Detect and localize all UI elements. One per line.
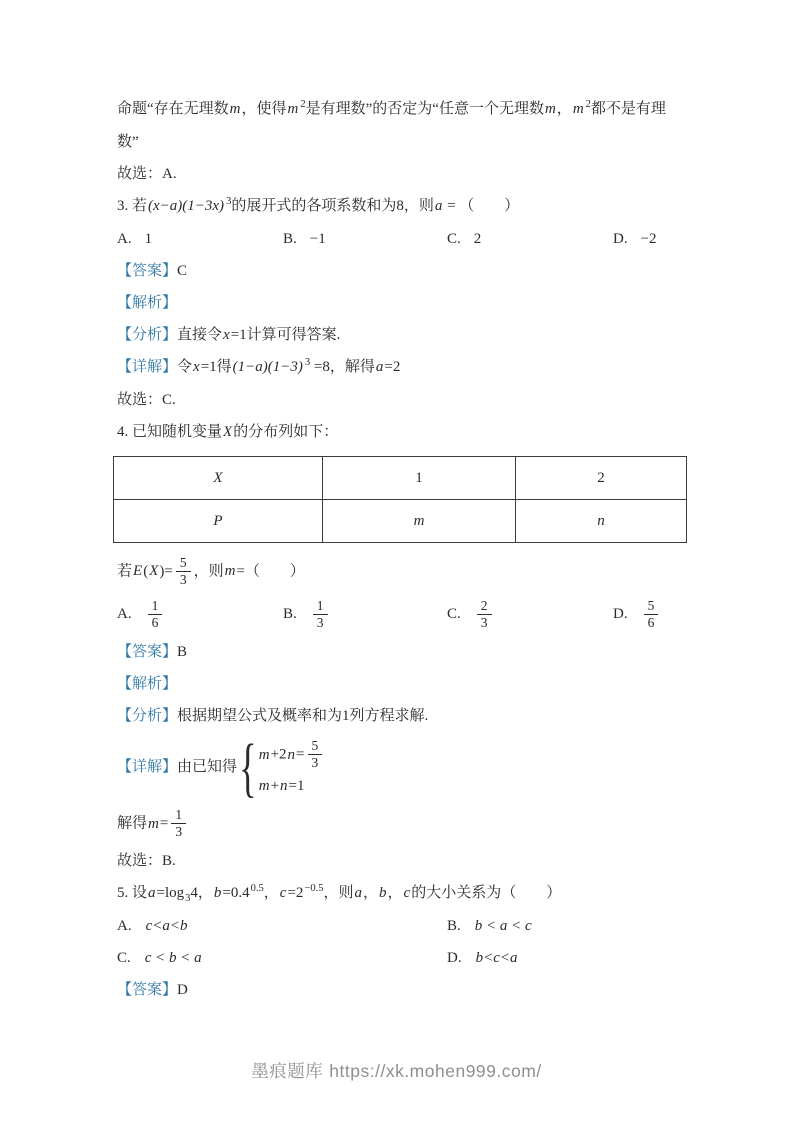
text-run: 5. 设 xyxy=(117,885,148,902)
table-row xyxy=(114,500,687,543)
text-run: 根据期望公式及概率和为1列方程求解. xyxy=(177,708,429,725)
superscript: 2 xyxy=(585,99,591,110)
text-line xyxy=(117,706,737,727)
table-cell-value: X xyxy=(213,469,223,486)
table-cell-value: P xyxy=(213,512,223,529)
text-line xyxy=(117,883,737,905)
text-run: =1得 xyxy=(200,359,232,375)
footer-url: https://xk.mohen999.com/ xyxy=(329,1061,542,1081)
math-run: b < a < c xyxy=(474,918,532,935)
fraction-denominator: 3 xyxy=(480,614,488,630)
math-fraction xyxy=(176,555,191,587)
math-run: c<a<b xyxy=(145,918,188,935)
fraction-numerator: 1 xyxy=(171,807,186,824)
text-run: 故选：C. xyxy=(117,392,176,408)
math-run: n xyxy=(280,778,288,795)
answer-label: 【详解】 xyxy=(117,359,178,375)
fraction-numerator: 1 xyxy=(313,598,328,615)
fraction-denominator: 3 xyxy=(179,571,187,587)
table-cell xyxy=(114,457,323,500)
text-run: =8，解得 xyxy=(310,359,375,375)
equation-system xyxy=(239,731,325,805)
footer-site-name: 墨痕题库 xyxy=(251,1061,324,1081)
answer-label: 【答案】 xyxy=(117,644,178,661)
option-letter: D. xyxy=(613,231,628,247)
option-letter: C. xyxy=(117,950,131,967)
table-cell-value: n xyxy=(597,512,605,529)
text-run: ( xyxy=(143,563,149,580)
text-run: = （ ） xyxy=(443,198,520,214)
fraction-denominator: 3 xyxy=(311,754,319,770)
math-run: a xyxy=(148,885,156,902)
option-item xyxy=(447,916,737,937)
text-run: ， xyxy=(556,101,572,117)
text-run: 的展开式的各项系数和为8，则 xyxy=(231,198,434,214)
math-run: a xyxy=(434,198,443,214)
math-run: E xyxy=(133,563,143,580)
text-run: 若 xyxy=(117,563,133,580)
math-run: x xyxy=(223,327,230,343)
superscript: 0.5 xyxy=(250,883,264,895)
text-line xyxy=(117,325,737,346)
fraction-numerator: 2 xyxy=(477,598,492,615)
text-line xyxy=(117,261,737,282)
table-cell xyxy=(323,457,516,500)
text-run: ， xyxy=(362,885,378,902)
options-row xyxy=(117,916,737,937)
text-run: ，则 xyxy=(193,563,224,580)
option-letter: A. xyxy=(117,606,132,623)
text-line xyxy=(117,731,737,805)
text-line xyxy=(117,422,737,443)
option-item xyxy=(447,229,613,250)
math-run: m xyxy=(258,778,270,795)
math-run: n xyxy=(287,746,296,763)
math-run: b xyxy=(213,885,222,902)
math-fraction xyxy=(171,807,186,839)
option-letter: D. xyxy=(613,606,628,623)
text-line xyxy=(117,808,737,840)
text-run: ，则 xyxy=(323,885,354,902)
option-item xyxy=(447,599,613,631)
text-run: D xyxy=(177,982,188,999)
table-row xyxy=(114,457,687,500)
answer-label: 【分析】 xyxy=(117,708,178,725)
table-cell xyxy=(323,500,516,543)
fraction-denominator: 3 xyxy=(316,614,324,630)
distribution-table-wrap xyxy=(113,456,737,543)
answer-label: 【解析】 xyxy=(117,295,178,311)
table-cell xyxy=(516,457,687,500)
system-brace-icon: { xyxy=(239,731,257,805)
text-run: 4， xyxy=(190,885,213,902)
fraction-denominator: 3 xyxy=(175,823,183,839)
option-item xyxy=(283,229,447,250)
text-run: C xyxy=(177,263,188,279)
text-run: =0.4 xyxy=(222,885,250,902)
math-run: m xyxy=(544,101,556,117)
option-letter: B. xyxy=(283,231,297,247)
fraction-numerator: 5 xyxy=(176,555,191,572)
text-run: +2 xyxy=(270,746,287,763)
answer-label: 【分析】 xyxy=(117,327,178,343)
option-letter: B. xyxy=(447,918,461,935)
text-run: = xyxy=(159,815,169,832)
math-run: m xyxy=(287,101,299,117)
answer-label: 【详解】 xyxy=(117,759,178,776)
math-fraction xyxy=(644,598,659,630)
superscript: 3 xyxy=(226,196,232,207)
superscript: −0.5 xyxy=(304,883,324,895)
text-run: =1计算可得答案. xyxy=(230,327,341,343)
answer-label: 【解析】 xyxy=(117,676,178,693)
fraction-numerator: 1 xyxy=(148,598,163,615)
text-run: B xyxy=(177,644,188,661)
subscript: 3 xyxy=(185,893,191,905)
text-run: 直接令 xyxy=(177,327,223,343)
answer-label: 【答案】 xyxy=(117,263,178,279)
text-line xyxy=(117,357,737,379)
option-letter: B. xyxy=(283,606,297,623)
text-line xyxy=(117,556,737,588)
text-line xyxy=(117,674,737,695)
distribution-table xyxy=(113,456,687,543)
text-line xyxy=(117,164,737,185)
option-letter: C. xyxy=(447,606,461,623)
option-item xyxy=(117,599,283,631)
text-run: 令 xyxy=(177,359,193,375)
text-run: 数” xyxy=(117,134,139,150)
math-run: c < b < a xyxy=(144,950,202,967)
text-line xyxy=(117,132,737,153)
text-run: 解得 xyxy=(117,815,148,832)
answer-label: 【答案】 xyxy=(117,982,178,999)
math-run: m xyxy=(229,101,241,117)
table-cell-value: 2 xyxy=(597,469,605,486)
math-run: m xyxy=(148,815,159,832)
math-run: m xyxy=(224,563,236,580)
table-cell-value: 1 xyxy=(415,469,423,486)
math-run: a xyxy=(354,885,362,902)
math-run: X xyxy=(223,424,233,440)
text-line xyxy=(117,99,737,121)
math-run: x xyxy=(193,359,200,375)
options-row xyxy=(117,599,737,631)
option-letter: A. xyxy=(117,231,132,247)
text-line xyxy=(117,642,737,663)
text-run: 故选：A. xyxy=(117,166,177,182)
text-run: ，使得 xyxy=(241,101,287,117)
text-run: −1 xyxy=(309,231,326,247)
superscript: 2 xyxy=(300,99,306,110)
options-row xyxy=(117,948,737,969)
option-letter: C. xyxy=(447,231,461,247)
text-run: 1 xyxy=(144,231,153,247)
option-item xyxy=(613,599,737,631)
math-run: b<c<a xyxy=(475,950,518,967)
text-run: =2 xyxy=(384,359,401,375)
option-letter: D. xyxy=(447,950,462,967)
text-run: =2 xyxy=(287,885,304,902)
text-run: 由已知得 xyxy=(177,759,238,776)
text-run: 都不是有理 xyxy=(590,101,666,117)
option-item xyxy=(447,948,737,969)
fraction-denominator: 6 xyxy=(151,614,159,630)
system-equation xyxy=(258,776,326,796)
text-line xyxy=(117,196,737,218)
math-run: m xyxy=(572,101,584,117)
text-line xyxy=(117,980,737,1001)
math-run: a xyxy=(375,359,384,375)
math-run: (1−a)(1−3) xyxy=(232,359,303,375)
text-run: −2 xyxy=(640,231,657,247)
math-fraction xyxy=(477,598,492,630)
option-item xyxy=(117,948,447,969)
table-cell xyxy=(516,500,687,543)
option-letter: A. xyxy=(117,918,132,935)
text-run: 的分布列如下： xyxy=(233,424,339,440)
text-run: 故选：B. xyxy=(117,853,176,870)
footer xyxy=(0,1058,793,1083)
text-run: 是有理数”的否定为“任意一个无理数 xyxy=(305,101,544,117)
option-item xyxy=(613,229,737,250)
text-run: + xyxy=(270,778,280,795)
text-run: 的大小关系为（ ） xyxy=(411,885,562,902)
math-run: m xyxy=(258,746,270,763)
fraction-denominator: 6 xyxy=(647,614,655,630)
math-run: X xyxy=(149,563,159,580)
text-run: =（ ） xyxy=(236,563,305,580)
text-run: )= xyxy=(159,563,173,580)
table-cell-value: m xyxy=(413,512,425,529)
text-run: = xyxy=(296,746,305,763)
system-rows xyxy=(258,739,326,796)
text-run: =1 xyxy=(288,778,305,795)
text-run: ， xyxy=(263,885,279,902)
option-item xyxy=(117,229,283,250)
superscript: 3 xyxy=(304,357,311,368)
text-run: 3. 若 xyxy=(117,198,148,214)
option-item xyxy=(283,599,447,631)
math-fraction xyxy=(308,738,323,770)
text-line xyxy=(117,293,737,314)
math-fraction xyxy=(148,598,163,630)
fraction-numerator: 5 xyxy=(308,738,323,755)
option-item xyxy=(117,916,447,937)
table-cell xyxy=(114,500,323,543)
text-run: 命题“存在无理数 xyxy=(117,101,229,117)
text-run: =log xyxy=(156,885,185,902)
text-run: ， xyxy=(387,885,403,902)
system-equation xyxy=(258,739,326,771)
fraction-numerator: 5 xyxy=(644,598,659,615)
math-run: c xyxy=(279,885,287,902)
math-run: b xyxy=(379,885,387,902)
exam-content xyxy=(117,99,737,1012)
math-run: c xyxy=(403,885,411,902)
options-row xyxy=(117,229,737,250)
text-run: 4. 已知随机变量 xyxy=(117,424,223,440)
math-fraction xyxy=(313,598,328,630)
text-line xyxy=(117,851,737,872)
math-run: (x−a)(1−3x) xyxy=(148,198,225,214)
text-run: 2 xyxy=(473,231,482,247)
text-line xyxy=(117,390,737,411)
